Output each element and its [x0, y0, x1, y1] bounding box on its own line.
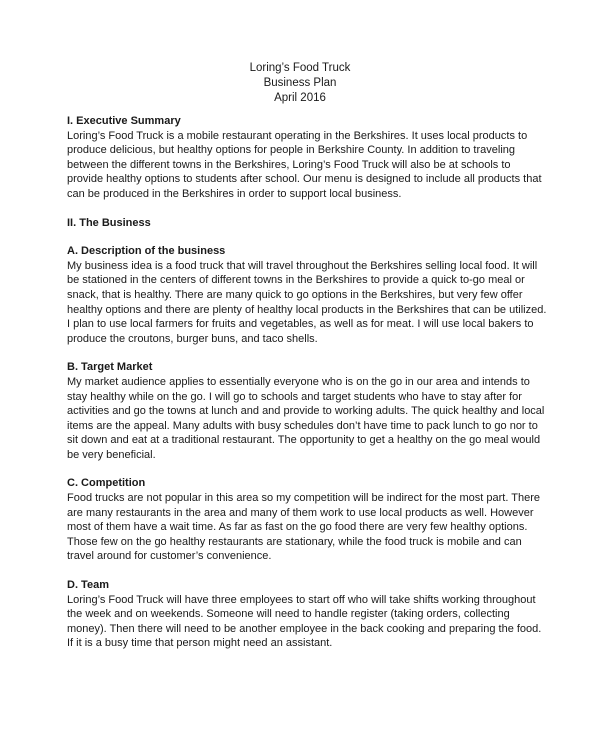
executive-summary-heading: I. Executive Summary — [67, 115, 181, 127]
document-title-block — [0, 61, 600, 106]
team-text: Loring’s Food Truck will have three employees to start off who will take shifts working throughout the week and on weekends. Someone will need to handle register (taking orders, collecting money). Then there will need to be another employee in the back cooking and preparing the food. If it is a busy time that person might need an assistant. — [67, 593, 542, 650]
team-heading: D. Team — [67, 579, 109, 592]
description-text: My business idea is a food truck that will travel throughout the Berkshires selling local food. It will be stationed in the centers of different towns in the Berkshires to provide a quick to-go meal or snack, that is healthy. There are many quick to go options in the Berkshires, but very few offer healthy options and there are plenty of healthy local products in the Berkshires that can be utilized. I plan to use local farmers for fruits and vegetables, as well as for meat. I will use local bakers to produce the croutons, burger buns, and taco shells. — [67, 259, 547, 345]
executive-summary-text: Loring’s Food Truck is a mobile restaurant operating in the Berkshires. It uses local products to produce delicious, but healthy options for people in Berkshire County. In addition to traveling between the different towns in the Berkshires, Loring’s Food Truck will also be at schools to provide healthy options to students after school. Our menu is designed to include all products that can be produced in the Berkshires in order to support local business. — [67, 129, 542, 200]
competition-text: Food trucks are not popular in this area so my competition will be indirect for the most part. There are many restaurants in the area and many of them work to use local products as well. However most of them have a wait time. As far as fast on the go food there are very few healthy options. Those few on the go healthy restaurants are stationary, while the food truck is mobile and can travel around for customer’s convenience. — [67, 492, 541, 563]
document-type: Business Plan — [263, 77, 337, 89]
the-business-heading: II. The Business — [67, 216, 151, 229]
target-market-heading: B. Target Market — [67, 361, 153, 374]
description-heading: A. Description of the business — [67, 245, 226, 258]
target-market-text: My market audience applies to essentially everyone who is on the go in our area and intends to stay healthy while on the go. I will go to schools and target students who have to stay after for activities and go the towns at lunch and and provide to working adults. The quick healthy and local items are the appeal. Many adults with busy schedules don’t have time to pack lunch to go nor to sit down and eat at a traditional restaurant. The opportunity to get a healthy on the go meal would be very beneficial. — [67, 375, 545, 461]
document-date: April 2016 — [274, 92, 326, 104]
document-body — [67, 114, 547, 651]
competition-heading: C. Competition — [67, 477, 146, 490]
business-name: Loring’s Food Truck — [249, 62, 351, 74]
